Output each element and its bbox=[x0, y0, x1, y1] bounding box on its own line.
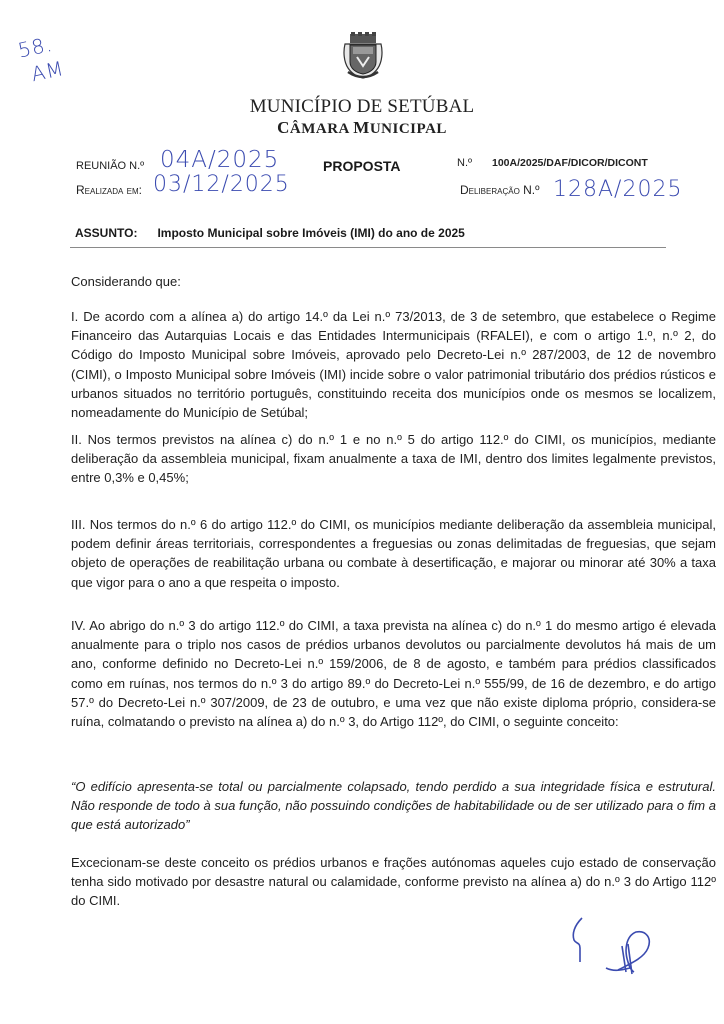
deliberacao-label: Deliberação N.º bbox=[460, 183, 540, 197]
quote-text: “O edifício apresenta-se total ou parcialmente colapsado, tendo perdido a sua integridade física e estrutural. Não responde de todo à sua função, não possuindo condições de habitabilidade ou de ser utilizado para o fim a que está autorizado” bbox=[71, 779, 716, 833]
subject-divider bbox=[70, 247, 666, 248]
paragraph-ii bbox=[71, 430, 716, 488]
proposta-label: PROPOSTA bbox=[323, 158, 401, 174]
deliberacao-value: 128A/2025 bbox=[553, 177, 683, 202]
paragraph-i bbox=[71, 307, 716, 422]
paragraph-iii bbox=[71, 515, 716, 592]
numero-label: N.º bbox=[457, 157, 473, 169]
handwritten-initials-icon bbox=[570, 912, 670, 992]
realizada-label: Realizada em: bbox=[76, 183, 143, 197]
paragraph-iv-text: IV. Ao abrigo do n.º 3 do artigo 112.º do CIMI, a taxa prevista na alínea c) do n.º 1 do mesmo artigo é elevada anualmente para o triplo nos casos de prédios urbanos devolutos ou parcialmente devolutos há mais de um ano, conforme definido no Decreto-Lei n.º 159/2006, de 8 de agosto, e também para prédios classificados como em ruínas, nos termos do n.º 3 do artigo 89.º do Decreto-Lei n.º 555/99, de 16 de dezembro, e do artigo 57.º do Decreto-Lei n.º 307/2009, de 23 de outubro, e uma vez que não existe diploma próprio, considera-se ruína, colmatando o previsto na alínea a) do n.º 3, do Artigo 112º, do CIMI, o seguinte conceito: bbox=[71, 618, 716, 730]
intro-text bbox=[71, 272, 716, 291]
subject-text: Imposto Municipal sobre Imóveis (IMI) do ano de 2025 bbox=[157, 226, 465, 240]
exception-paragraph bbox=[71, 853, 716, 911]
chamber-m: M bbox=[353, 118, 370, 137]
subject-label: ASSUNTO: bbox=[75, 226, 138, 240]
paragraph-ii-text: II. Nos termos previstos na alínea c) do n.º 1 e no n.º 5 do artigo 112.º do CIMI, os municípios, mediante deliberação da assembleia municipal, fixam anualmente a taxa de IMI, dentro dos limites legalmente previstos, entre 0,3% e 0,45%; bbox=[71, 432, 716, 486]
margin-annotation-number: 58. bbox=[15, 31, 55, 63]
reuniao-label: REUNIÃO N.º bbox=[76, 160, 145, 172]
exception-text: Excecionam-se deste conceito os prédios urbanos e frações autónomas aqueles cujo estado de conservação tenha sido motivado por desastre natural ou calamidade, conforme previsto na alínea a) do n.º 3 do Artigo 112º do CIMI. bbox=[71, 855, 716, 909]
ruin-definition-quote bbox=[71, 777, 716, 835]
chamber-rest: ÂMARA bbox=[289, 121, 354, 137]
paragraph-iv bbox=[71, 616, 716, 731]
margin-annotation-initials: AM bbox=[29, 55, 67, 87]
numero-value: 100A/2025/DAF/DICOR/DICONT bbox=[492, 157, 648, 169]
paragraph-i-text: I. De acordo com a alínea a) do artigo 14.º da Lei n.º 73/2013, de 3 de setembro, que estabelece o Regime Financeiro das Autarquias Locais e das Entidades Intermunicipais (RFALEI), e com o artigo 1.º, n.º 2, do Código do Imposto Municipal sobre Imóveis, aprovado pelo Decreto-Lei n.º 287/2003, de 12 de novembro (CIMI), o Imposto Municipal sobre Imóveis (IMI) incide sobre o valor patrimonial tributário dos prédios rústicos e urbanos situados no território português, constituindo receita dos municípios onde os mesmos se localizem, nomeadamente do Município de Setúbal; bbox=[71, 309, 716, 421]
realizada-value: 03/12/2025 bbox=[153, 172, 290, 197]
chamber-title bbox=[0, 118, 724, 138]
subject-line bbox=[75, 226, 465, 240]
municipality-title: MUNICÍPIO DE SETÚBAL bbox=[249, 96, 475, 117]
reuniao-value: 04A/2025 bbox=[160, 147, 280, 173]
paragraph-iii-text: III. Nos termos do n.º 6 do artigo 112.º do CIMI, os municípios mediante deliberação da assembleia municipal, podem definir áreas territoriais, correspondentes a freguesias ou zonas delimitadas de freguesias, que sejam objeto de operações de reabilitação urbana ou combate à desertificação, e majorar ou minorar até 30% a taxa que vigor para o ano a que respeita o imposto. bbox=[71, 517, 716, 590]
chamber-initial: C bbox=[277, 118, 290, 137]
coat-of-arms-icon bbox=[342, 32, 384, 82]
intro-paragraph: Considerando que: bbox=[71, 274, 181, 289]
margin-annotation bbox=[16, 31, 66, 86]
chamber-rest2: UNICIPAL bbox=[369, 121, 447, 137]
